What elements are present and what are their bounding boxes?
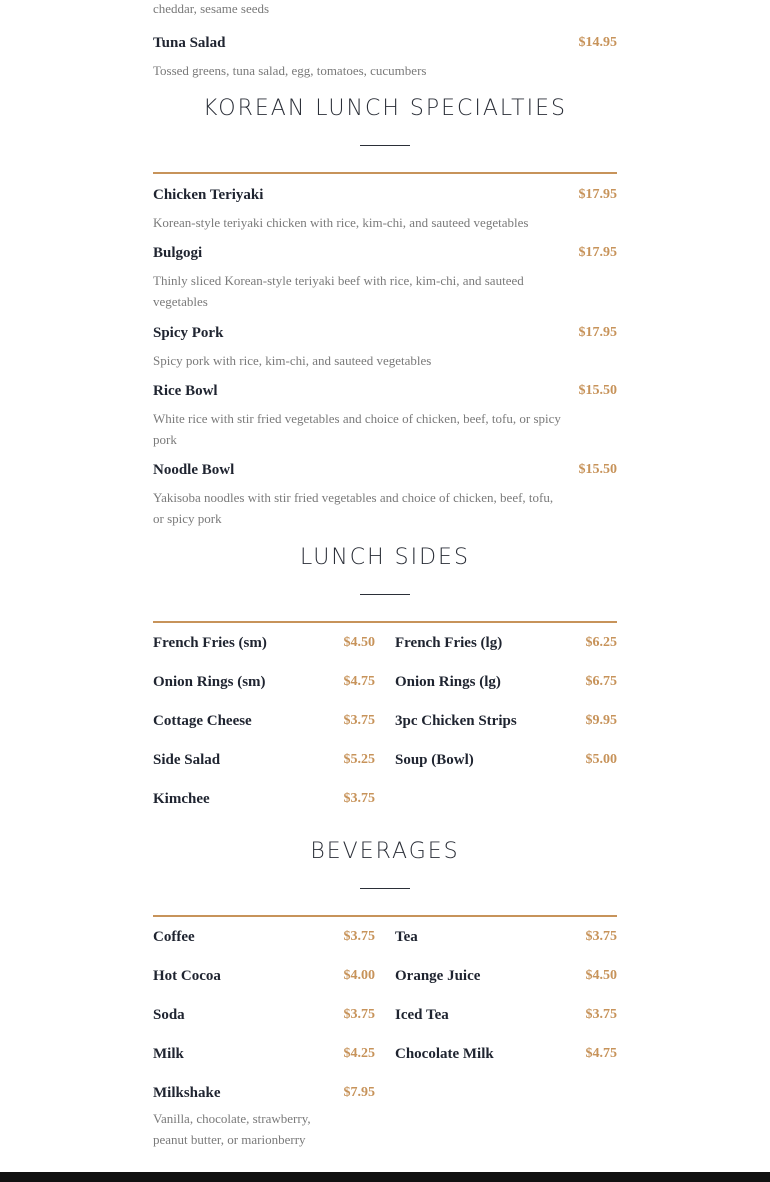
item-name: Soda	[153, 1007, 185, 1023]
item-name: Soup (Bowl)	[395, 752, 474, 768]
item-name: 3pc Chicken Strips	[395, 713, 517, 729]
item-name: Coffee	[153, 929, 195, 945]
item-name: Spicy Pork	[153, 325, 224, 341]
item-description: Tossed greens, tuna salad, egg, tomatoes, cucumbers	[153, 63, 427, 78]
item-name: Milk	[153, 1046, 184, 1062]
item-price: $4.75	[585, 1046, 617, 1061]
item-name: Hot Cocoa	[153, 968, 221, 984]
title-divider	[360, 145, 410, 146]
item-description: Spicy pork with rice, kim-chi, and sauteed vegetables	[153, 353, 432, 368]
item-price: $15.50	[578, 383, 617, 398]
item-price: $17.95	[578, 187, 617, 202]
item-name: Tea	[395, 929, 418, 945]
item-price: $15.50	[578, 462, 617, 477]
item-name: Milkshake	[153, 1085, 221, 1101]
item-price: $17.95	[578, 325, 617, 340]
item-price: $14.95	[578, 35, 617, 50]
item-price: $6.75	[585, 674, 617, 689]
item-name: Orange Juice	[395, 968, 481, 984]
item-name: Noodle Bowl	[153, 462, 235, 478]
item-price: $3.75	[343, 1007, 375, 1022]
section-header-korean	[153, 94, 617, 174]
item-name: Bulgogi	[153, 245, 203, 261]
item-price: $7.95	[343, 1085, 375, 1100]
item-price: $5.00	[585, 752, 617, 767]
item-name: Onion Rings (sm)	[153, 674, 266, 690]
item-description: Korean-style teriyaki chicken with rice, kim-chi, and sauteed vegetables	[153, 215, 529, 230]
item-name: French Fries (lg)	[395, 635, 503, 651]
section-rule	[153, 172, 617, 174]
section-title: KOREAN LUNCH SPECIALTIES	[203, 96, 567, 121]
section-title: BEVERAGES	[310, 839, 460, 864]
title-divider	[360, 594, 410, 595]
item-price: $3.75	[343, 713, 375, 728]
item-description: Yakisoba noodles with stir fried vegetables and choice of chicken, beef, tofu, or spicy pork	[153, 490, 554, 526]
item-description: cheddar, sesame seeds	[153, 1, 270, 16]
title-divider	[360, 888, 410, 889]
item-price: $4.75	[343, 674, 375, 689]
item-price: $6.25	[585, 635, 617, 650]
item-price: $3.75	[585, 929, 617, 944]
item-name: French Fries (sm)	[153, 635, 267, 651]
section-header-sides	[153, 543, 617, 623]
item-name: Tuna Salad	[153, 35, 226, 51]
item-name: Rice Bowl	[153, 383, 218, 399]
item-description: White rice with stir fried vegetables and choice of chicken, beef, tofu, or spicy pork	[153, 411, 561, 447]
item-name: Chocolate Milk	[395, 1046, 494, 1062]
item-description: Vanilla, chocolate, strawberry, peanut butter, or marionberry	[153, 1111, 311, 1147]
item-price: $3.75	[343, 929, 375, 944]
item-name: Onion Rings (lg)	[395, 674, 501, 690]
item-price: $4.00	[343, 968, 375, 983]
item-price: $3.75	[343, 791, 375, 806]
item-price: $9.95	[585, 713, 617, 728]
footer-bar	[0, 1172, 770, 1182]
section-rule	[153, 621, 617, 623]
item-price: $3.75	[585, 1007, 617, 1022]
item-price: $4.50	[585, 968, 617, 983]
item-price: $17.95	[578, 245, 617, 260]
section-header-beverages	[153, 837, 617, 917]
section-title: LUNCH SIDES	[300, 545, 470, 570]
section-rule	[153, 915, 617, 917]
item-name: Cottage Cheese	[153, 713, 252, 729]
item-description: Thinly sliced Korean-style teriyaki beef with rice, kim-chi, and sauteed vegetables	[153, 273, 524, 309]
item-price: $5.25	[343, 752, 375, 767]
item-price: $4.25	[343, 1046, 375, 1061]
item-name: Iced Tea	[395, 1007, 449, 1023]
item-name: Chicken Teriyaki	[153, 187, 264, 203]
item-name: Kimchee	[153, 791, 210, 807]
item-name: Side Salad	[153, 752, 221, 768]
item-price: $4.50	[343, 635, 375, 650]
